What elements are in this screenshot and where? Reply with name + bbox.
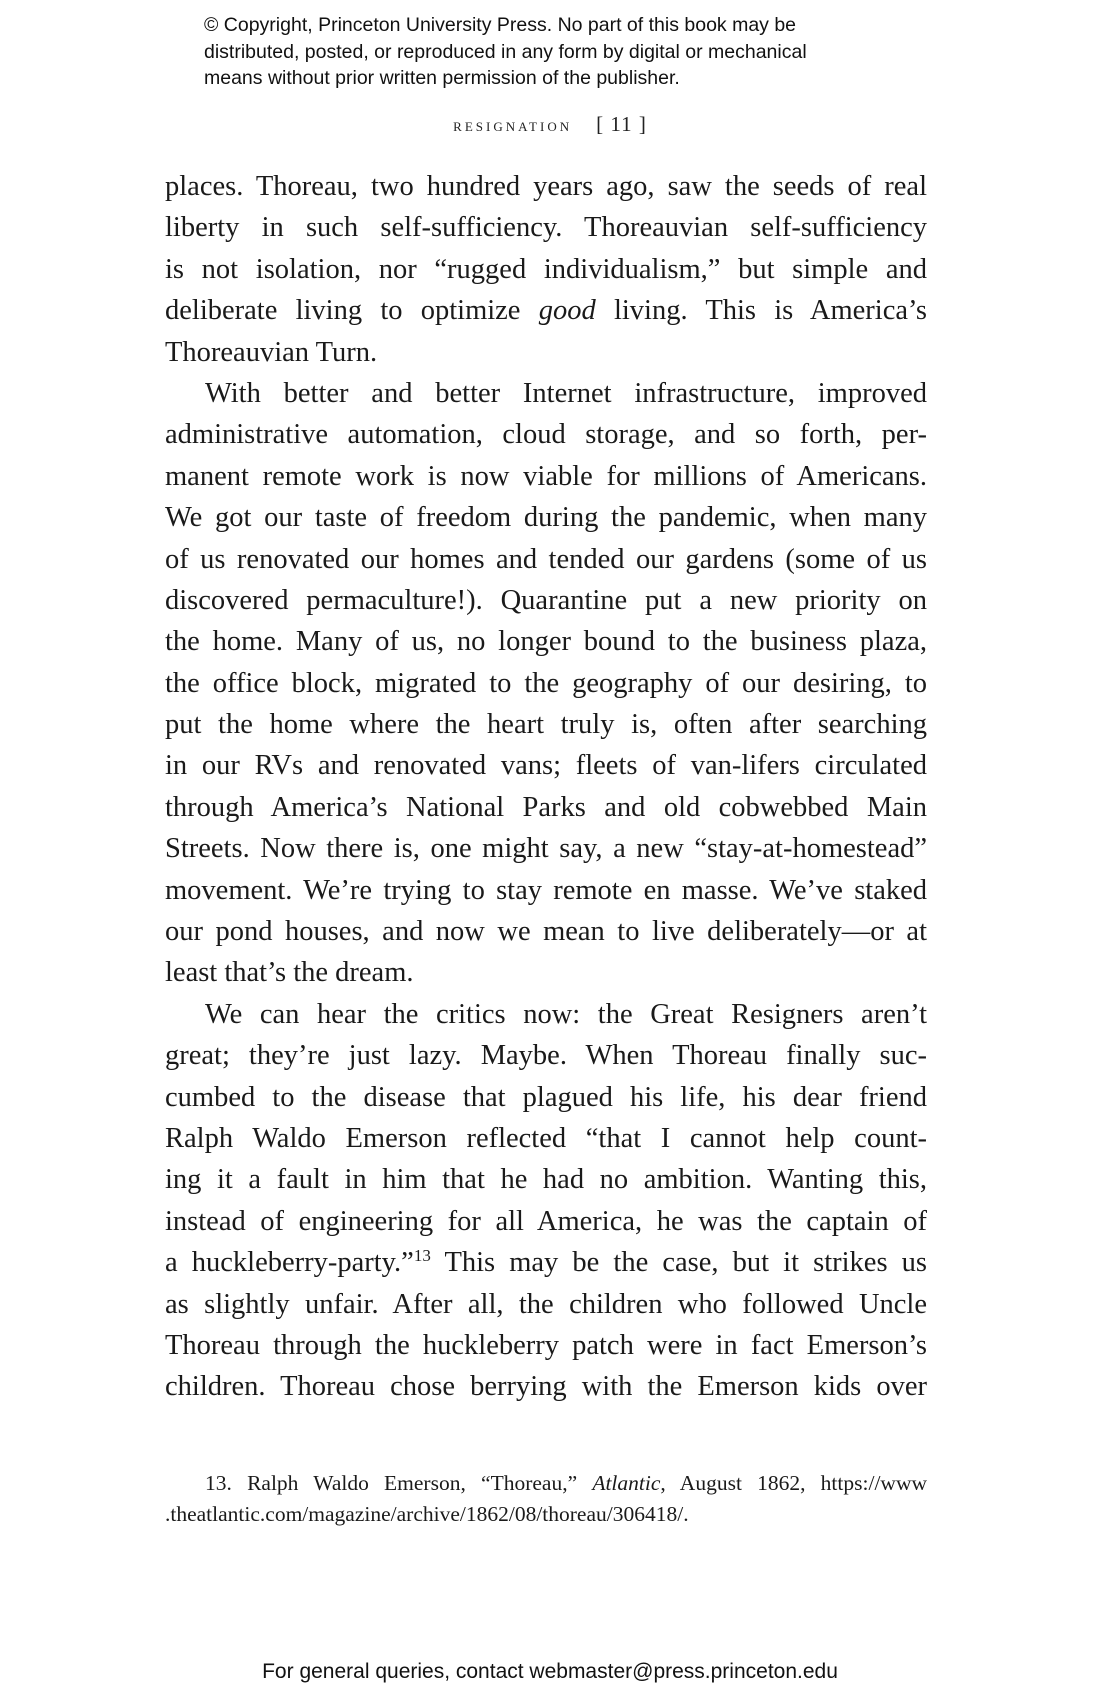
text-span: This may be the case, but it strikes us (430, 1247, 927, 1279)
text-line (165, 1242, 927, 1283)
running-head (0, 112, 1100, 137)
text-line: as slightly unfair. After all, the children who followed Uncle (165, 1288, 927, 1320)
italic-emphasis: good (538, 295, 596, 327)
text-line: children. Thoreau chose berrying with the Emerson kids over (165, 1371, 927, 1403)
footnote-url-continuation: .theatlantic.com/magazine/archive/1862/08/thoreau/306418/. (165, 1502, 689, 1526)
footnote-reference[interactable]: 13 (413, 1246, 431, 1266)
text-line: We can hear the critics now: the Great Resigners aren’t (205, 998, 927, 1030)
text-line: cumbed to the disease that plagued his life, his dear friend (165, 1081, 927, 1113)
body-text (165, 166, 927, 1408)
text-span: deliberate living to optimize (165, 295, 521, 327)
text-line: in our RVs and renovated vans; fleets of van-lifers circulated (165, 750, 927, 782)
text-line: great; they’re just lazy. Maybe. When Thoreau finally suc- (165, 1040, 927, 1072)
text-line: the home. Many of us, no longer bound to the business plaza, (165, 626, 927, 658)
text-span: living. This is America’s (613, 295, 928, 327)
copyright-notice (204, 12, 964, 92)
text-line: is not isolation, nor “rugged individualism,” but simple and (165, 253, 927, 285)
copyright-line: distributed, posted, or reproduced in any form by digital or mechanical (204, 40, 807, 63)
text-line (165, 290, 927, 331)
text-line: administrative automation, cloud storage, and so forth, per- (165, 419, 927, 451)
text-line: We got our taste of freedom during the pandemic, when many (165, 502, 927, 534)
text-line: Streets. Now there is, one might say, a new “stay-at-homestead” (165, 833, 927, 865)
text-line: liberty in such self-sufficiency. Thoreauvian self-sufficiency (165, 212, 927, 244)
copyright-line: means without prior written permission of the publisher. (204, 67, 680, 89)
text-line: instead of engineering for all America, he was the captain of (165, 1205, 927, 1237)
text-line: Thoreau through the huckleberry patch were in fact Emerson’s (165, 1329, 927, 1361)
text-line: movement. We’re trying to stay remote en masse. We’ve staked (165, 874, 927, 906)
text-line: places. Thoreau, two hundred years ago, saw the seeds of real (165, 171, 927, 202)
chapter-title: resignation (453, 115, 573, 135)
text-line: the office block, migrated to the geography of our desiring, to (165, 667, 927, 699)
page-number: [ 11 ] (596, 112, 647, 136)
copyright-line: © Copyright, Princeton University Press. No part of this book may be (204, 14, 797, 36)
footnote (165, 1468, 927, 1530)
text-span: a huckleberry-party.” (165, 1247, 414, 1279)
footnote-line (165, 1468, 927, 1499)
text-line: through America’s National Parks and old cobwebbed Main (165, 791, 927, 823)
text-line: discovered permaculture!). Quarantine put a new priority on (165, 584, 927, 616)
text-line: manent remote work is now viable for millions of Americans. (165, 460, 927, 492)
text-line: Ralph Waldo Emerson reflected “that I cannot help count- (165, 1122, 927, 1154)
text-line: With better and better Internet infrastructure, improved (205, 377, 927, 409)
text-line: ing it a fault in him that he had no ambition. Wanting this, (165, 1164, 927, 1196)
text-line: least that’s the dream. (165, 957, 414, 989)
text-line: Thoreauvian Turn. (165, 336, 378, 368)
footnote-journal: Atlantic (592, 1471, 661, 1495)
footnote-text: 13. Ralph Waldo Emerson, “Thoreau,” (205, 1471, 593, 1495)
text-line: put the home where the heart truly is, often after searching (165, 709, 927, 741)
footer-contact: For general queries, contact webmaster@press.princeton.edu (262, 1660, 838, 1683)
text-line: of us renovated our homes and tended our gardens (some of us (165, 543, 927, 575)
footnote-url-start: , August 1862, https://www (660, 1471, 927, 1495)
text-line: our pond houses, and now we mean to live deliberately—or at (165, 916, 927, 948)
